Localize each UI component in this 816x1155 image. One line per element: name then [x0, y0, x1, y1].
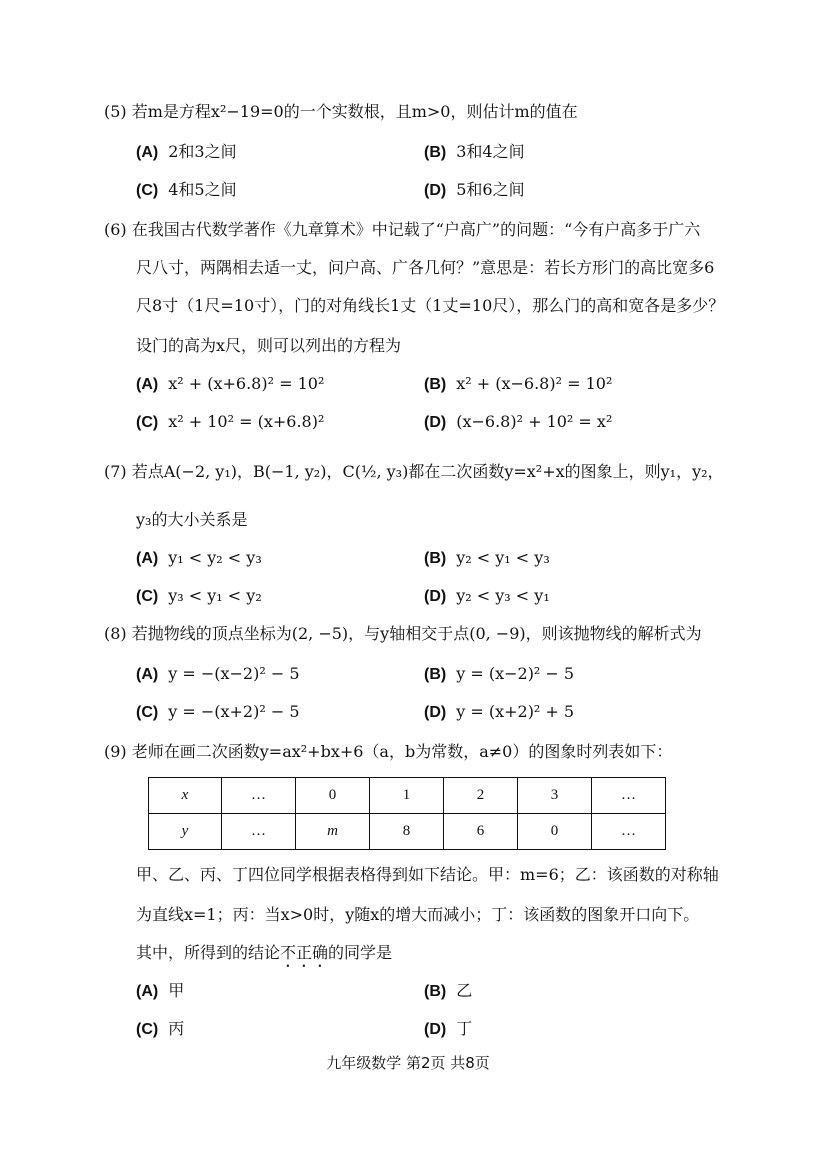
q9-option-d[interactable] — [424, 1017, 472, 1042]
q8-stem: (8) 若抛物线的顶点坐标为(2, −5)，与y轴相交于点(0, −9)，则该抛物线的解析式为 — [104, 624, 702, 643]
q7-option-a[interactable] — [136, 546, 262, 571]
table-cell: 6 — [444, 814, 518, 850]
q9-emphasis: 不正确 — [280, 943, 329, 962]
q8-option-a[interactable] — [136, 662, 300, 687]
table-cell: m — [296, 814, 370, 850]
q5-option-b[interactable] — [424, 140, 525, 165]
option-label: (B) — [424, 550, 447, 567]
q8-option-c[interactable] — [136, 700, 300, 725]
table-cell: … — [592, 778, 666, 814]
q6-line-4: 设门的高为x尺，则可以列出的方程为 — [136, 336, 402, 355]
option-text: 2和3之间 — [168, 142, 237, 161]
q8-option-d[interactable] — [424, 700, 574, 725]
q6-line-3: 尺8寸（1尺=10寸），门的对角线长1丈（1丈=10尺），那么门的高和宽各是多少？ — [136, 296, 725, 315]
option-label: (A) — [136, 983, 159, 1000]
q9-option-a[interactable] — [136, 979, 184, 1004]
option-text: y = −(x−2)² − 5 — [168, 664, 300, 683]
option-label: (D) — [424, 414, 447, 431]
option-text: 丙 — [168, 1019, 185, 1038]
option-text: y₂ < y₃ < y₁ — [456, 586, 550, 605]
option-label: (A) — [136, 666, 159, 683]
option-text: y = (x+2)² + 5 — [456, 702, 575, 721]
q7-option-c[interactable] — [136, 584, 262, 609]
table-cell: 2 — [444, 778, 518, 814]
table-cell: 0 — [296, 778, 370, 814]
option-text: y = (x−2)² − 5 — [456, 664, 575, 683]
page-footer: 九年级数学 第2页 共8页 — [326, 1054, 490, 1072]
option-label: (D) — [424, 588, 447, 605]
option-label: (C) — [136, 182, 159, 199]
table-row — [149, 814, 666, 850]
option-text: 3和4之间 — [456, 142, 525, 161]
q9-question-suffix: 的同学是 — [328, 943, 393, 962]
option-text: y = −(x+2)² − 5 — [168, 702, 300, 721]
q6-option-b[interactable] — [424, 372, 612, 397]
q6-option-d[interactable] — [424, 410, 612, 435]
option-text: 4和5之间 — [168, 180, 237, 199]
option-text: 乙 — [456, 981, 473, 1000]
q5-option-c[interactable] — [136, 178, 237, 203]
option-label: (C) — [136, 588, 159, 605]
q9-question-prefix: 其中，所得到的结论 — [136, 943, 281, 962]
option-label: (D) — [424, 1021, 447, 1038]
option-label: (D) — [424, 182, 447, 199]
q9-option-c[interactable] — [136, 1017, 184, 1042]
option-text: 甲 — [168, 981, 185, 1000]
q7-line-2: y₃的大小关系是 — [136, 510, 248, 529]
q9-question — [136, 941, 392, 971]
table-cell: … — [222, 778, 296, 814]
table-cell: 0 — [518, 814, 592, 850]
option-text: x² + (x−6.8)² = 10² — [456, 374, 613, 393]
option-label: (B) — [424, 666, 447, 683]
option-text: x² + (x+6.8)² = 10² — [168, 374, 325, 393]
table-cell: 8 — [370, 814, 444, 850]
q6-option-c[interactable] — [136, 410, 324, 435]
option-text: y₂ < y₁ < y₃ — [456, 548, 550, 567]
q8-option-b[interactable] — [424, 662, 574, 687]
q9-stem: (9) 老师在画二次函数y=ax²+bx+6（a，b为常数，a≠0）的图象时列表如下： — [104, 742, 673, 761]
q5-option-a[interactable] — [136, 140, 237, 165]
option-text: y₁ < y₂ < y₃ — [168, 548, 262, 567]
table-cell: 3 — [518, 778, 592, 814]
option-text: 5和6之间 — [456, 180, 525, 199]
q9-para-2: 为直线x=1；丙：当x>0时，y随x的增大而减小；丁：该函数的图象开口向下。 — [136, 905, 700, 924]
option-label: (C) — [136, 1021, 159, 1038]
option-text: (x−6.8)² + 10² = x² — [456, 412, 613, 431]
option-label: (C) — [136, 704, 159, 721]
option-text: y₃ < y₁ < y₂ — [168, 586, 262, 605]
option-label: (B) — [424, 376, 447, 393]
option-label: (A) — [136, 376, 159, 393]
value-table — [148, 777, 666, 850]
option-label: (A) — [136, 550, 159, 567]
table-cell: … — [222, 814, 296, 850]
option-label: (C) — [136, 414, 159, 431]
table-cell: y — [149, 814, 222, 850]
table-cell: … — [592, 814, 666, 850]
option-text: 丁 — [456, 1019, 473, 1038]
option-label: (A) — [136, 144, 159, 161]
q5-option-d[interactable] — [424, 178, 525, 203]
option-label: (D) — [424, 704, 447, 721]
q7-option-b[interactable] — [424, 546, 550, 571]
option-text: x² + 10² = (x+6.8)² — [168, 412, 325, 431]
q7-option-d[interactable] — [424, 584, 550, 609]
option-label: (B) — [424, 144, 447, 161]
q5-stem: (5) 若m是方程x²−19=0的一个实数根，且m>0，则估计m的值在 — [104, 102, 578, 121]
option-label: (B) — [424, 983, 447, 1000]
q9-para-1: 甲、乙、丙、丁四位同学根据表格得到如下结论。甲：m=6；乙：该函数的对称轴 — [136, 865, 719, 884]
q6-line-1: (6) 在我国古代数学著作《九章算术》中记载了“户高广”的问题：“今有户高多于广六 — [104, 220, 701, 239]
table-row — [149, 778, 666, 814]
q7-line-1: (7) 若点A(−2, y₁)，B(−1, y₂)，C(½, y₃)都在二次函数y=x²+x的图象上，则y₁，y₂， — [104, 462, 724, 481]
q6-line-2: 尺八寸，两隅相去适一丈，问户高、广各几何？”意思是：若长方形门的高比宽多6 — [136, 258, 715, 277]
q6-option-a[interactable] — [136, 372, 324, 397]
table-cell: 1 — [370, 778, 444, 814]
table-cell: x — [149, 778, 222, 814]
q9-option-b[interactable] — [424, 979, 472, 1004]
